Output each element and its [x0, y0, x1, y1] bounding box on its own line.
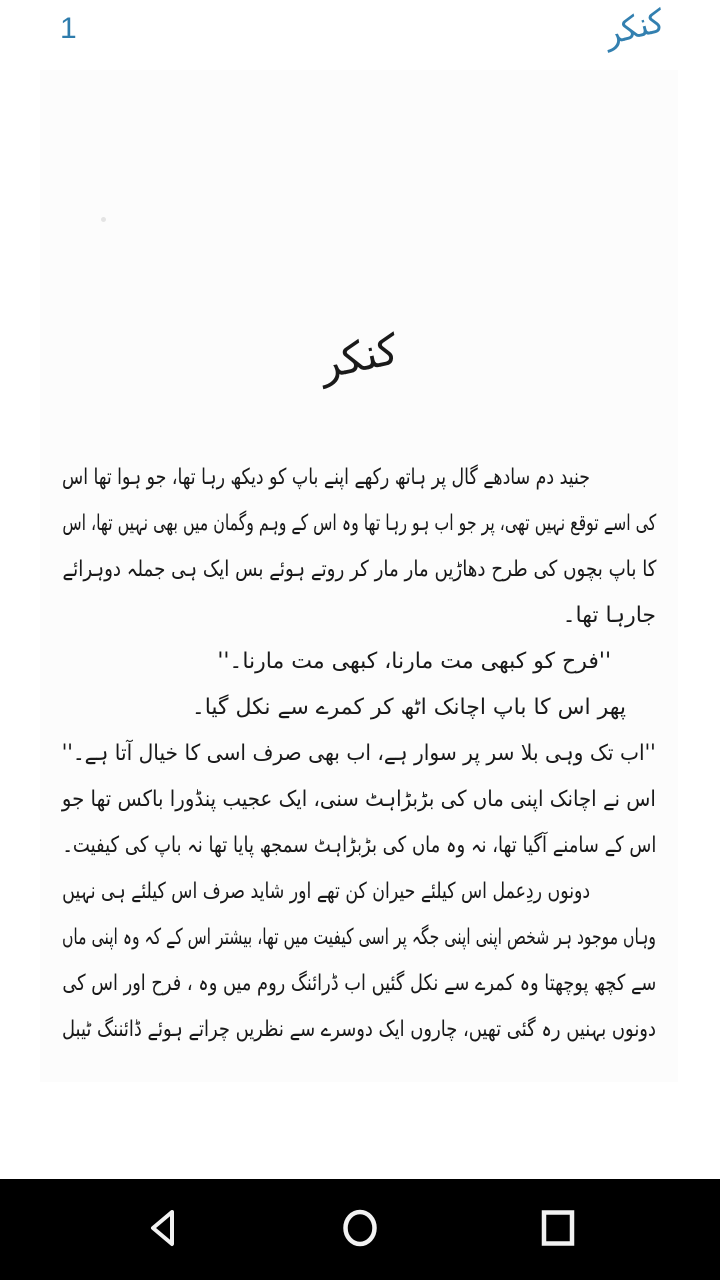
- text-line: ''اب تک وہی بلا سر پر سوار ہے، اب بھی صرف اسی کا خیال آتا ہے۔'': [62, 741, 656, 766]
- scan-artifact-dot: [101, 217, 106, 222]
- text-line: اس کے سامنے آگیا تھا، نہ وہ ماں کی بڑبڑاہٹ سمجھ پایا تھا نہ باپ کی کیفیت۔: [62, 833, 656, 858]
- chapter-title: [40, 324, 678, 402]
- back-icon: [148, 1209, 176, 1250]
- back-button[interactable]: [114, 1179, 210, 1280]
- text-line: اس نے اچانک اپنی ماں کی بڑبڑاہٹ سنی، ایک عجیب پنڈورا باکس تھا جو: [62, 787, 656, 812]
- book-page-surface[interactable]: [40, 70, 678, 1082]
- home-button[interactable]: [312, 1179, 408, 1280]
- text-line: جارہا تھا۔: [562, 603, 656, 628]
- text-line: کی اسے توقع نہیں تھی، پر جو اب ہو رہا تھا وہ اس کے وہم وگمان میں بھی نہیں تھا، اس: [62, 511, 656, 536]
- book-title-text: کنکر: [600, 1, 668, 53]
- recents-button[interactable]: [510, 1179, 606, 1280]
- text-line: کا باپ بچوں کی طرح دھاڑیں مار مار کر روتے ہوئے بس ایک ہی جملہ دوہرائے: [62, 557, 656, 582]
- text-line: سے کچھ پوچھتا وہ کمرے سے نکل گئیں اب ڈرائنگ روم میں وہ ، فرح اور اس کی: [62, 971, 656, 996]
- android-navigation-bar: [0, 1179, 720, 1280]
- text-line: دونوں بہنیں رہ گئی تھیں، چاروں ایک دوسرے سے نظریں چراتے ہوئے ڈائننگ ٹیبل: [62, 1017, 656, 1042]
- page-number: 1: [60, 12, 77, 45]
- text-line: پھر اس کا باپ اچانک اٹھ کر کمرے سے نکل گیا۔: [191, 695, 626, 720]
- text-line: وہاں موجود ہر شخص اپنی اپنی جگہ پر اسی کیفیت میں تھا، بیشتر اس کے کہ وہ اپنی ماں: [62, 925, 656, 950]
- book-title-calligraphy: [600, 1, 668, 53]
- body-text: [62, 455, 656, 1053]
- home-circle-icon: [341, 1208, 379, 1251]
- reader-header: [0, 0, 720, 70]
- text-line: جنید دم سادھے گال پر ہاتھ رکھے اپنے باپ کو دیکھ رہا تھا، جو ہوا تھا اس: [62, 465, 590, 490]
- text-line: دونوں ردِعمل اس کیلئے حیران کن تھے اور شاید صرف اس کیلئے ہی نہیں: [62, 879, 590, 904]
- recents-square-icon: [540, 1208, 576, 1251]
- text-line: ''فرح کو کبھی مت مارنا، کبھی مت مارنا۔'': [217, 649, 611, 674]
- chapter-title-text: کنکر: [315, 324, 403, 389]
